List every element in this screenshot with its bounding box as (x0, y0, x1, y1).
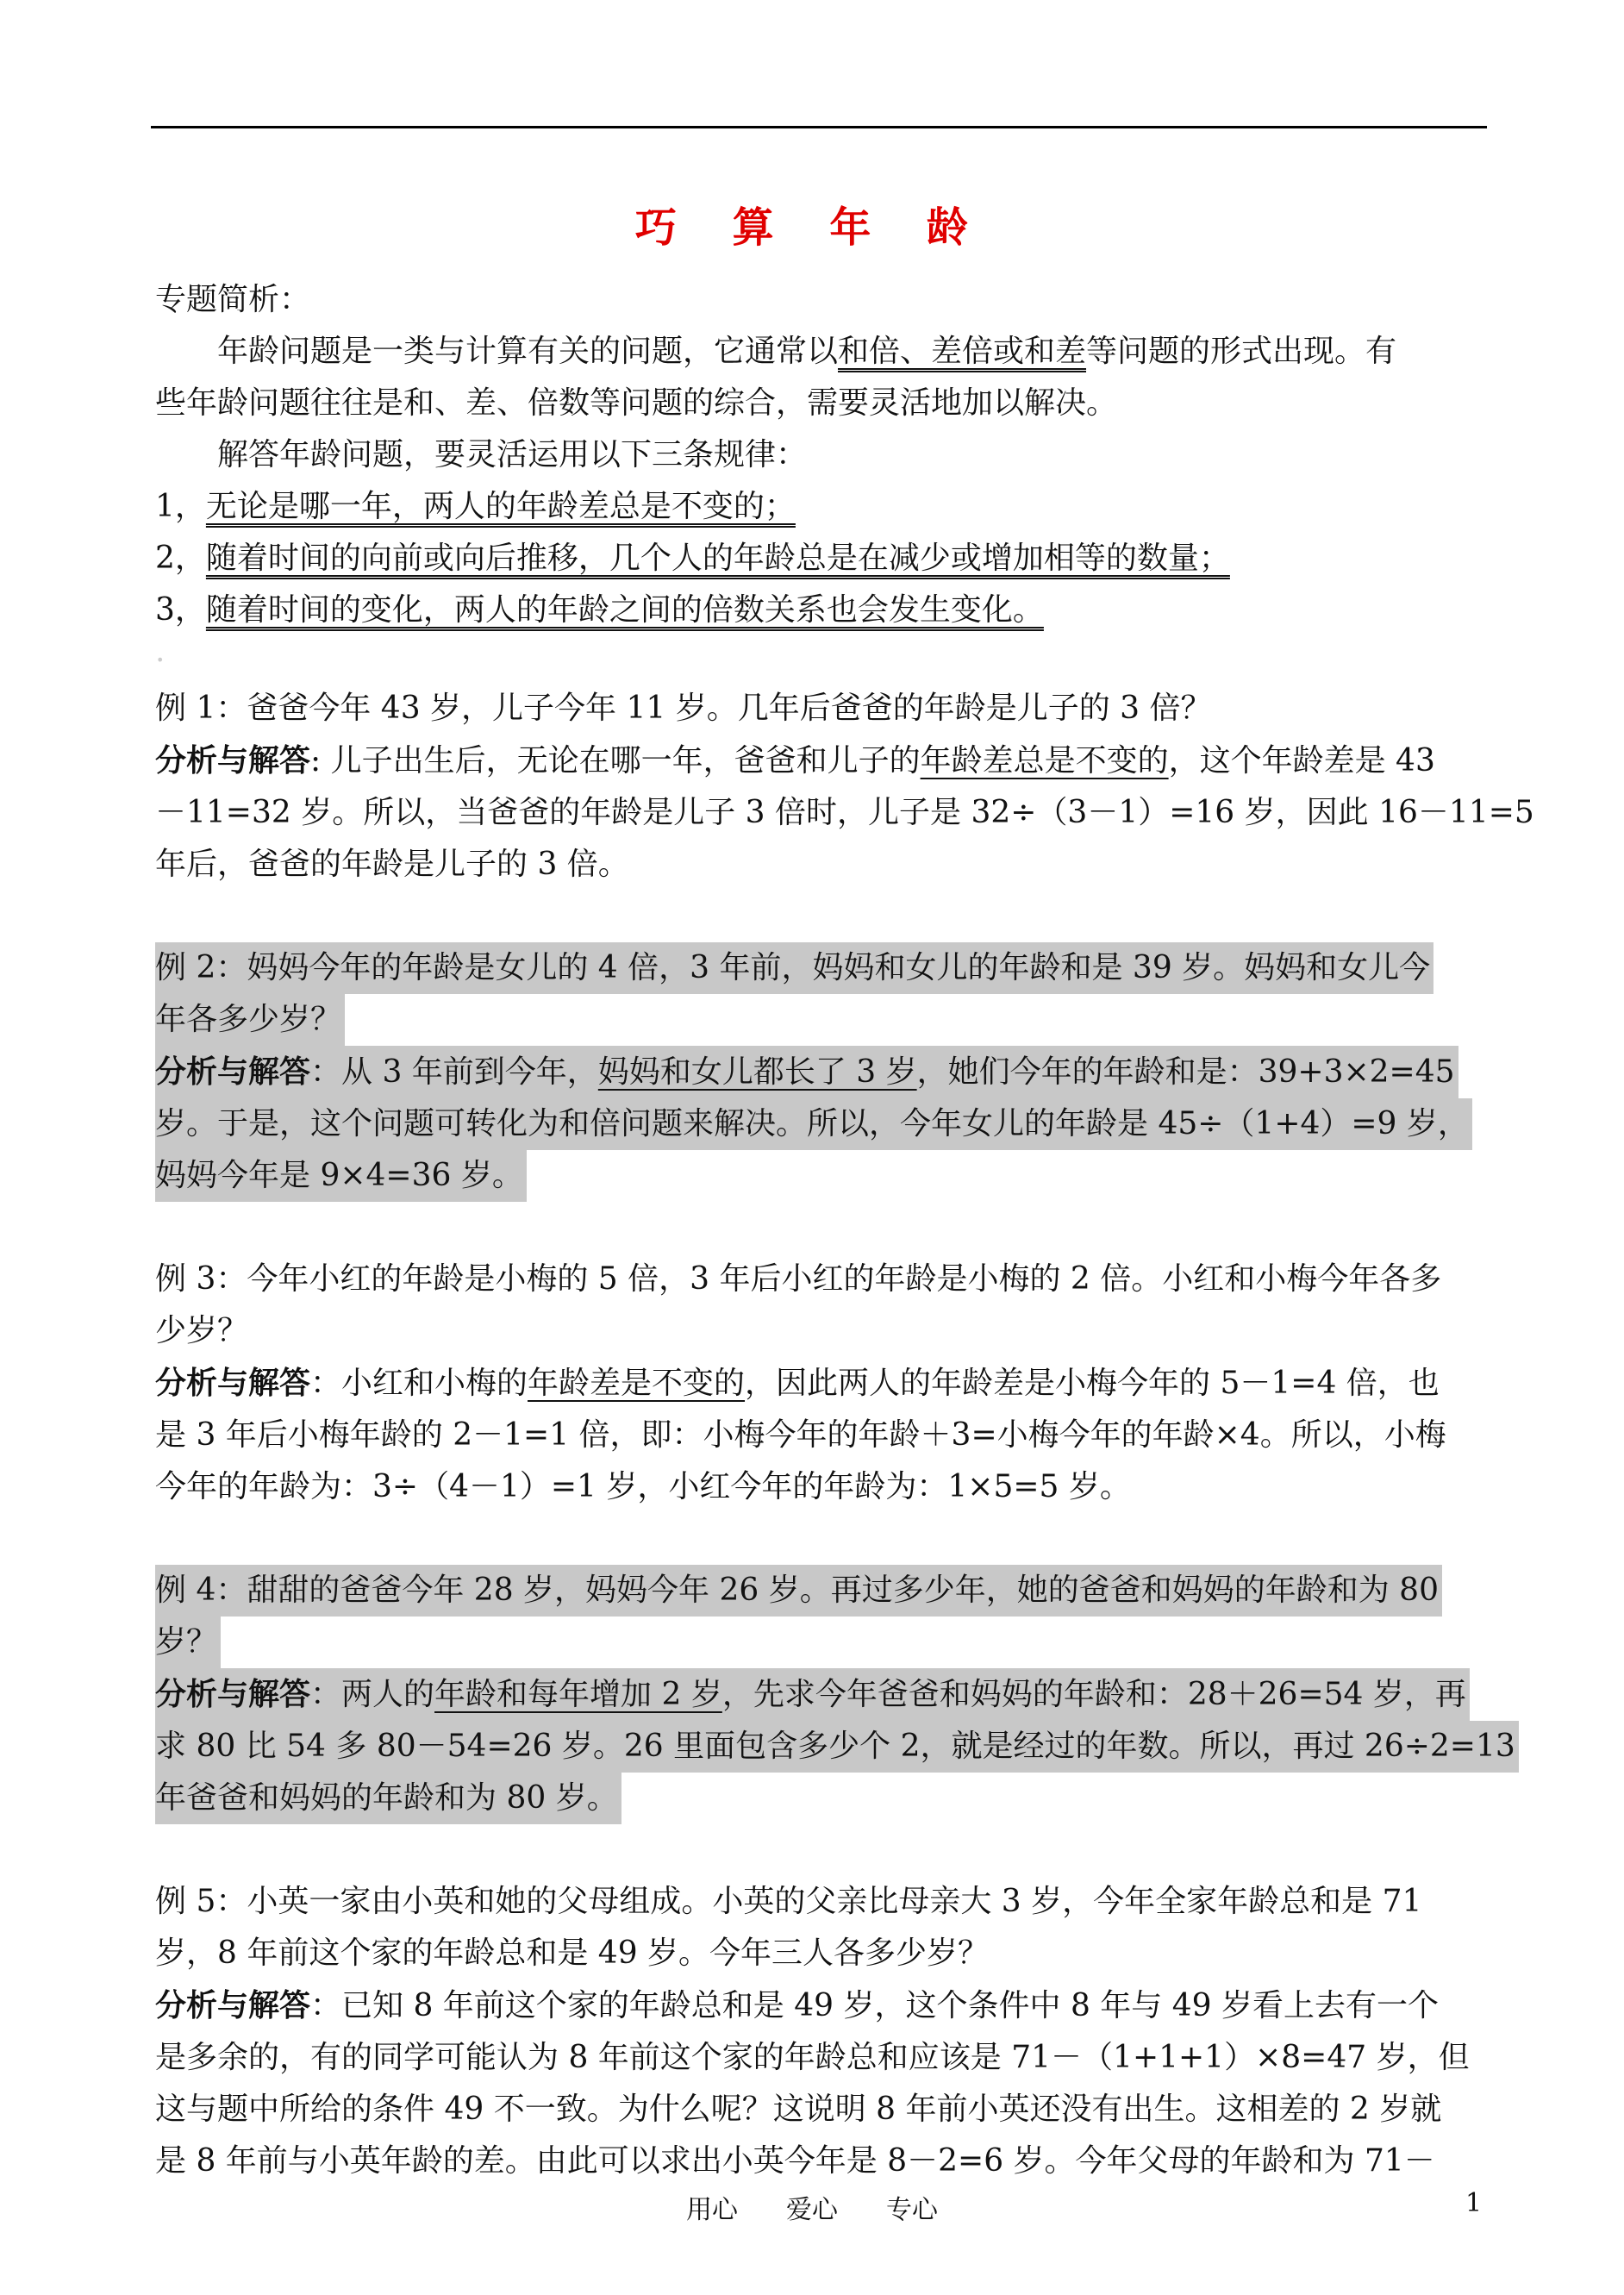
key-phrase: 年龄差总是不变的 (920, 743, 1169, 779)
key-term: 和倍、差倍或和差 (838, 334, 1087, 369)
example-5-answer-line: 这与题中所给的条件 49 不一致。为什么呢？这说明 8 年前小英还没有出生。这相差的 2 岁就 (155, 2092, 1442, 2127)
example-3-question: 少岁？ (155, 1313, 249, 1348)
footer-word: 用心 (686, 2195, 738, 2225)
text-run: ，先求今年爸爸和妈妈的年龄和：28＋26=54 岁，再 (721, 1677, 1466, 1712)
rule-text: 随着时间的变化，两人的年龄之间的倍数关系也会发生变化。 (205, 592, 1044, 628)
example-3-answer-line: 是 3 年后小梅年龄的 2－1=1 倍，即：小梅今年的年龄＋3=小梅今年的年龄×4。所以，小梅 (155, 1417, 1446, 1453)
text-run: : 儿子出生后，无论在哪一年，爸爸和儿子的 (310, 743, 921, 779)
text-run: ：小红和小梅的 (310, 1366, 528, 1401)
example-4-answer-line (155, 1721, 1515, 1773)
example-2-answer-line (155, 1098, 1487, 1150)
example-3-answer-line (155, 1357, 1487, 1410)
rule-number: 1， (155, 489, 206, 524)
shaded-text: 妈妈今年是 9×4=36 岁。 (155, 1150, 527, 1202)
rule-text: 无论是哪一年，两人的年龄差总是不变的； (205, 489, 796, 524)
example-4-question (155, 1565, 1487, 1617)
shaded-text: 求 80 比 54 多 80－54=26 岁。26 里面包含多少个 2，就是经过的年数。所以，再过 26÷2=13 (155, 1721, 1519, 1773)
rule-2 (155, 533, 1487, 585)
shaded-text (155, 1668, 1470, 1721)
shaded-text (155, 1046, 1458, 1098)
text-run: ，她们今年的年龄和是：39+3×2=45 (916, 1054, 1455, 1090)
shaded-text: 例 4：甜甜的爸爸今年 28 岁，妈妈今年 26 岁。再过多少年，她的爸爸和妈妈的年龄和为 80 (155, 1565, 1442, 1617)
example-5-answer-line: 是多余的，有的同学可能认为 8 年前这个家的年龄总和应该是 71－（1+1+1）×8=47 岁，但 (155, 2040, 1470, 2075)
shaded-text: 年各多少岁？ (155, 994, 345, 1046)
key-phrase: 年龄和每年增加 2 岁 (434, 1677, 722, 1712)
example-1-question: 例 1：爸爸今年 43 岁，儿子今年 11 岁。几年后爸爸的年龄是儿子的 3 倍？ (155, 691, 1212, 726)
example-5-answer-line (155, 1979, 1487, 2032)
answer-label: 分析与解答 (155, 1676, 311, 1712)
rule-1 (155, 481, 1487, 533)
text-run: ：两人的 (310, 1677, 435, 1712)
key-phrase: 年龄差是不变的 (528, 1366, 746, 1401)
shaded-text: 岁。于是，这个问题可转化为和倍问题来解决。所以，今年女儿的年龄是 45÷（1+4）=9 岁， (155, 1098, 1472, 1150)
text-run: ，因此两人的年龄差是小梅今年的 5－1=4 倍，也 (745, 1366, 1440, 1401)
example-2-question (155, 994, 1487, 1046)
shaded-text: 岁？ (155, 1617, 221, 1668)
page-title: 巧 算 年 龄 (634, 203, 990, 252)
shaded-text: 年爸爸和妈妈的年龄和为 80 岁。 (155, 1773, 621, 1824)
page-number: 1 (1465, 2188, 1483, 2218)
rule-number: 3， (155, 592, 206, 628)
footer-word: 爱心 (786, 2195, 838, 2225)
text-run: 年龄问题是一类与计算有关的问题，它通常以 (217, 334, 839, 369)
example-1-answer-line: －11=32 岁。所以，当爸爸的年龄是儿子 3 倍时，儿子是 32÷（3－1）=16 岁，因此 16－11=5 (155, 795, 1534, 830)
stray-mark: . (155, 634, 166, 669)
example-5-answer-line: 是 8 年前与小英年龄的差。由此可以求出小英今年是 8－2=6 岁。今年父母的年龄和为 71－ (155, 2143, 1435, 2179)
key-phrase: 妈妈和女儿都长了 3 岁 (597, 1054, 917, 1090)
answer-label: 分析与解答 (155, 1365, 311, 1401)
example-4-answer-line (155, 1773, 1487, 1824)
example-3-answer-line: 今年的年龄为：3÷（4－1）=1 岁，小红今年的年龄为：1×5=5 岁。 (155, 1469, 1131, 1504)
example-2-question (155, 942, 1487, 994)
example-1-answer-line (155, 735, 1487, 787)
rule-text: 随着时间的向前或向后推移，几个人的年龄总是在减少或增加相等的数量； (205, 541, 1230, 576)
example-3-question: 例 3：今年小红的年龄是小梅的 5 倍，3 年后小红的年龄是小梅的 2 倍。小红和小梅今年各多 (155, 1261, 1442, 1297)
shaded-text: 例 2：妈妈今年的年龄是女儿的 4 倍，3 年前，妈妈和女儿的年龄和是 39 岁。妈妈和女儿今 (155, 942, 1433, 994)
example-5-question: 例 5：小英一家由小英和她的父母组成。小英的父亲比母亲大 3 岁，今年全家年龄总和是 71 (155, 1884, 1422, 1919)
example-2-answer-line (155, 1150, 1487, 1202)
example-4-answer-line (155, 1668, 1487, 1721)
rule-3 (155, 585, 1487, 636)
text-run: ：从 3 年前到今年， (310, 1054, 598, 1090)
answer-label: 分析与解答 (155, 1054, 311, 1090)
text-run: ：已知 8 年前这个家的年龄总和是 49 岁，这个条件中 8 年与 49 岁看上去有一个 (310, 1988, 1439, 2023)
footer-word: 专心 (886, 2195, 938, 2225)
intro-paragraph-line: 些年龄问题往往是和、差、倍数等问题的综合，需要灵活地加以解决。 (155, 385, 1118, 421)
answer-label: 分析与解答 (155, 742, 311, 779)
answer-label: 分析与解答 (155, 1987, 311, 2023)
rule-number: 2， (155, 541, 206, 576)
document-body (155, 274, 1534, 2187)
text-run: 等问题的形式出现。有 (1086, 334, 1397, 369)
intro-heading: 专题简析： (155, 282, 311, 317)
header-rule (151, 126, 1487, 128)
example-1-answer-line: 年后，爸爸的年龄是儿子的 3 倍。 (155, 847, 629, 882)
intro-paragraph-line (155, 326, 1487, 378)
example-5-question: 岁，8 年前这个家的年龄总和是 49 岁。今年三人各多少岁？ (155, 1935, 990, 1971)
example-4-question (155, 1617, 1487, 1668)
example-2-answer-line (155, 1046, 1487, 1098)
text-run: ，这个年龄差是 43 (1168, 743, 1435, 779)
rules-intro: 解答年龄问题，要灵活运用以下三条规律： (217, 437, 808, 472)
page-footer (0, 2188, 1624, 2226)
